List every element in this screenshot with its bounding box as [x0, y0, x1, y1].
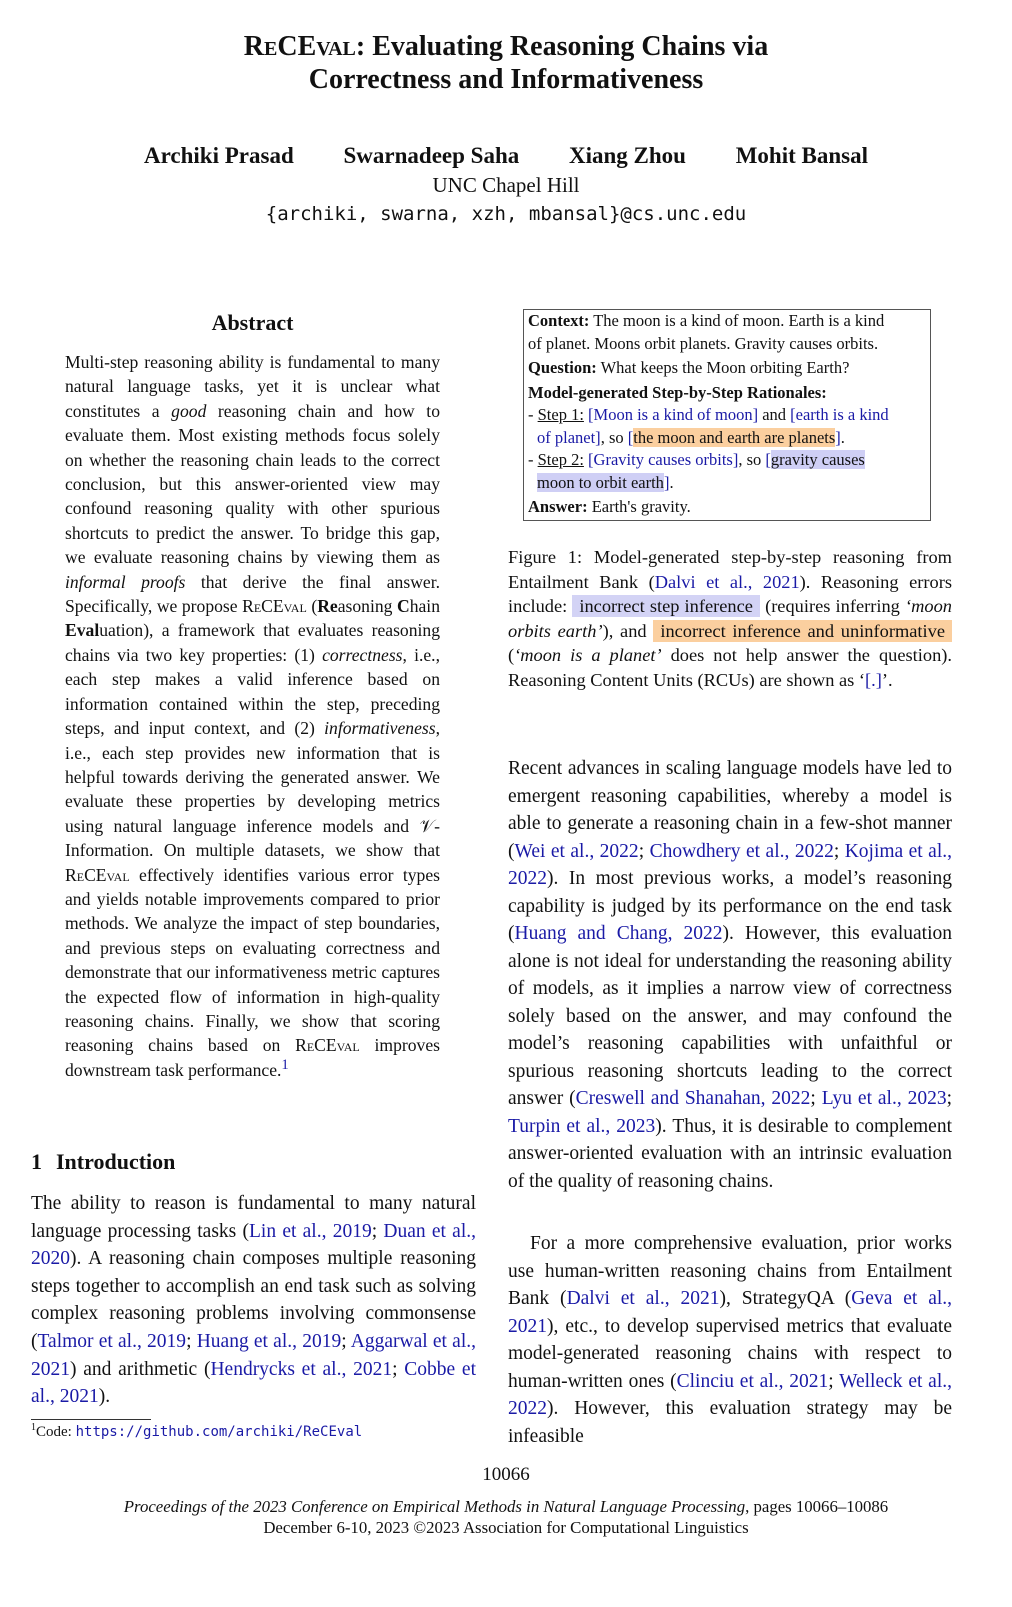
body-text: ). In most previous works, a model’s reasoning capability is judged by its performance on the end task ( — [508, 868, 952, 944]
author-name: Swarnadeep Saha — [343, 143, 520, 168]
intro-paragraph-left — [31, 1190, 476, 1411]
author-name: Archiki Prasad — [144, 143, 294, 168]
rcu-bracket: [ — [765, 450, 771, 469]
body-text: Recent advances in scaling language models have led to emergent reasoning capabilities, whereby a model is able to generate a reasoning chain in a few-shot manner ( — [508, 758, 952, 862]
acronym-letter: Re — [317, 596, 338, 617]
figure-1-box — [523, 309, 931, 521]
caption-quote: ‘moon is a planet’ — [514, 645, 662, 666]
step-1-cont — [528, 427, 926, 450]
step-2 — [528, 449, 926, 472]
error-tag-uninformative: incorrect inference and uninformative — [653, 620, 952, 642]
abstract-emph: informativeness — [324, 718, 436, 739]
citation-link[interactable]: Creswell and Shanahan, 2022 — [575, 1088, 811, 1109]
figure-1-caption — [508, 545, 952, 693]
author-list — [0, 143, 1012, 169]
rcu-symbol: [.] — [865, 669, 882, 690]
system-name: ReCEval — [295, 1035, 360, 1056]
body-text: ; — [810, 1088, 822, 1109]
citation-link[interactable]: Lin et al., 2019 — [249, 1220, 372, 1242]
abstract-body — [65, 350, 440, 1082]
figure-context-cont: of planet. Moons orbit planets. Gravity causes orbits. — [528, 333, 879, 353]
citation-link[interactable]: Duan et al., 2020 — [31, 1220, 476, 1270]
step-text: . — [840, 427, 845, 447]
body-text: ). — [98, 1386, 111, 1408]
citation-link[interactable]: Dalvi et al., 2021 — [654, 571, 800, 592]
body-text: ). A reasoning chain composes multiple reasoning steps together to accomplish an end task such as solving complex reasoning problems involving commonsense ( — [31, 1248, 476, 1352]
body-text: ; — [638, 840, 650, 862]
section-number: 1 — [31, 1149, 42, 1174]
step-1 — [528, 404, 926, 427]
figure-context — [528, 310, 926, 333]
abstract-heading: Abstract — [211, 310, 294, 335]
abstract-text: ( — [306, 596, 318, 617]
citation-link[interactable]: Clinciu et al., 2021 — [676, 1370, 829, 1392]
v-symbol: 𝒱 — [419, 815, 435, 836]
intro-paragraph-right-2 — [508, 1230, 952, 1450]
abstract-text: hain — [409, 596, 440, 617]
body-text: ; — [186, 1330, 197, 1352]
author-name: Mohit Bansal — [735, 143, 868, 168]
body-text: ) and arithmetic ( — [70, 1358, 211, 1380]
rcu: of planet] — [537, 427, 601, 447]
abstract-emph: informal proofs — [65, 571, 186, 592]
question-text: What keeps the Moon orbiting Earth? — [596, 358, 850, 377]
step-label: Step 2: — [537, 450, 584, 469]
body-text: ). However, this evaluation strategy may be infeasible — [508, 1398, 952, 1447]
body-text: ). Thus, it is desirable to complement answer-oriented evaluation with an intrinsic evaluation of the quality of reasoning chains. — [508, 1115, 952, 1192]
step-2-cont — [528, 472, 926, 495]
body-text: ; — [371, 1220, 384, 1242]
abstract-text: that derive the final answer. Specifically, we propose — [65, 571, 440, 617]
citation-link[interactable]: Lyu et al., 2023 — [821, 1088, 947, 1109]
caption-text: does not help answer the question). Reasoning Content Units (RCUs) are shown as ‘ — [508, 645, 952, 690]
section-heading — [31, 1149, 175, 1175]
citation-link[interactable]: Hendrycks et al., 2021 — [210, 1358, 393, 1380]
body-text: ). However, this evaluation alone is not ideal for understanding the reasoning ability of models, as it implies a narrow view of correctness solely based on the answer, and may confound the model’s reasoning capabilities with unfaithful or spurious reasoning shortcuts leading to the correct answer ( — [508, 923, 952, 1109]
figure-answer — [528, 496, 926, 519]
system-name: ReCEval — [242, 596, 307, 617]
rcu-bracket: [ — [627, 427, 634, 447]
citation-link[interactable]: Kojima et al., 2022 — [508, 840, 953, 889]
citation-link[interactable]: Talmor et al., 2019 — [37, 1330, 187, 1352]
system-name: ReCEval — [65, 864, 130, 885]
citation-link[interactable]: Aggarwal et al., 2021 — [31, 1330, 476, 1380]
body-text: ; — [833, 840, 845, 862]
step-text: and — [758, 405, 791, 424]
step-text: . — [669, 472, 674, 492]
citation-link[interactable]: Wei et al., 2022 — [514, 840, 639, 862]
body-text: ; — [341, 1330, 351, 1352]
title-line-1: : Evaluating Reasoning Chains via — [355, 31, 769, 62]
acronym-letter: Eval — [65, 620, 100, 641]
caption-text: (requires inferring — [759, 596, 905, 617]
caption-text: ’. — [881, 669, 893, 690]
citation-link[interactable]: Geva et al., 2021 — [508, 1288, 953, 1337]
caption-text: ). Reasoning errors include: — [508, 571, 952, 617]
footnote-mark[interactable]: 1 — [281, 1056, 289, 1073]
paper-title — [0, 30, 1012, 96]
body-text: The ability to reason is fundamental to many natural language processing tasks ( — [31, 1193, 476, 1242]
caption-text: Figure 1: Model-generated step-by-step reasoning from Entailment Bank ( — [508, 547, 952, 592]
affiliation: UNC Chapel Hill — [432, 173, 580, 197]
citation-link[interactable]: Turpin et al., 2023 — [508, 1115, 656, 1137]
abstract-text: effectively identifies various error types and yields notable improvements compared to prior methods. We analyze the impact of step boundaries, and previous steps on evaluating correctness and demonstrate that our informativeness metric captures the expected flow of information in high-quality reasoning chains. Finally, we show that scoring reasoning chains based on — [65, 864, 440, 1056]
rationale-heading — [528, 382, 926, 405]
bullet: - — [528, 405, 538, 424]
bullet: - — [528, 450, 538, 469]
step-text: , so — [738, 450, 766, 469]
rcu: [Moon is a kind of moon] — [588, 405, 759, 424]
body-text: ; — [946, 1088, 952, 1109]
intro-paragraph-right-1 — [508, 755, 952, 1195]
abstract-text: uation), a framework that evaluates reasoning chains via two key properties: (1) — [65, 620, 440, 665]
page-number: 10066 — [482, 1464, 530, 1485]
venue-footer — [0, 1496, 1012, 1538]
highlight-incorrect-step: moon to orbit earth — [537, 472, 664, 492]
citation-link[interactable]: Welleck et al., 2022 — [508, 1370, 952, 1419]
rcu-bracket: ] — [663, 472, 670, 492]
citation-link[interactable]: Chowdhery et al., 2022 — [649, 840, 834, 862]
abstract-text: , i.e., each step makes a valid inference based on information contained within the step, preceding steps, and input context, and (2) — [65, 644, 440, 739]
context-label: Context: — [528, 311, 590, 330]
answer-text: Earth's gravity. — [587, 497, 691, 516]
citation-link[interactable]: Dalvi et al., 2021 — [566, 1288, 720, 1309]
answer-label: Answer: — [528, 497, 588, 516]
citation-link[interactable]: Cobbe et al., 2021 — [31, 1358, 477, 1408]
abstract-emph: correctness — [322, 644, 403, 665]
figure-question — [528, 357, 926, 380]
highlight-incorrect-step: gravity causes — [770, 450, 865, 469]
rationale-label: Model-generated Step-by-Step Rationales: — [528, 382, 827, 402]
venue-date-copyright: December 6-10, 2023 ©2023 Association for Computational Linguistics — [263, 1518, 749, 1537]
citation-link[interactable]: Huang et al., 2019 — [196, 1330, 342, 1352]
step-label: Step 1: — [537, 405, 584, 424]
rcu: [earth is a kind — [790, 405, 889, 424]
code-url-link[interactable]: https://github.com/archiki/ReCEval — [75, 1424, 363, 1440]
abstract-text: asoning — [337, 596, 397, 617]
caption-quote: ‘moon orbits earth’ — [508, 596, 952, 641]
highlight-uninformative: the moon and earth are planets — [633, 427, 836, 447]
acronym-letter: C — [396, 596, 410, 617]
title-line-2: Correctness and Informativeness — [308, 64, 704, 95]
venue-name: Proceedings of the 2023 Conference on Empirical Methods in Natural Language Processing — [123, 1497, 746, 1516]
abstract-text: reasoning chain and how to evaluate them. Most existing methods focus solely on whether the reasoning chain leads to the correct conclusion, but this answer-oriented view may confound reasoning quality with other spurious shortcuts to predict the answer. To bridge this gap, we evaluate reasoning chains by viewing them as — [65, 400, 440, 568]
footnote-label: Code: — [36, 1424, 76, 1440]
body-text: ; — [392, 1358, 405, 1380]
author-emails: {archiki, swarna, xzh, mbansal}@cs.unc.edu — [265, 203, 747, 225]
venue-pages: , pages 10066–10086 — [745, 1497, 889, 1516]
footnote-rule — [31, 1419, 151, 1420]
abstract-text: , i.e., each step provides new information that is helpful towards deriving the generated answer. We evaluate these properties by developing metrics using natural language inference models and — [65, 718, 440, 836]
caption-text: ( — [508, 645, 515, 666]
footnote-number: 1 — [31, 1422, 36, 1433]
citation-link[interactable]: Huang and Chang, 2022 — [514, 923, 723, 944]
question-label: Question: — [528, 358, 597, 377]
body-text: For a more comprehensive evaluation, prior works use human-written reasoning chains from Entailment Bank ( — [508, 1233, 952, 1309]
caption-text: ), and — [602, 620, 654, 641]
rcu: [Gravity causes orbits] — [588, 450, 739, 469]
body-text: ), StrategyQA ( — [719, 1288, 852, 1309]
step-text: , so — [600, 427, 628, 447]
abstract-text: Multi-step reasoning ability is fundamental to many natural language tasks, yet it is unclear what constitutes a — [65, 352, 440, 421]
rcu-bracket: ] — [835, 427, 841, 447]
abstract-text: improves downstream task performance. — [65, 1035, 440, 1080]
footnote — [31, 1424, 362, 1441]
section-title: Introduction — [56, 1149, 176, 1174]
error-tag-incorrect-step: incorrect step inference — [572, 595, 760, 617]
title-system-name: ReCEval — [243, 31, 356, 62]
abstract-text: -Information. On multiple datasets, we show that — [65, 815, 440, 861]
body-text: ), etc., to develop supervised metrics that evaluate model-generated reasoning chains with respect to human-written ones ( — [508, 1315, 952, 1392]
body-text: ; — [828, 1370, 840, 1392]
context-text: The moon is a kind of moon. Earth is a kind — [589, 311, 885, 330]
abstract-emph: good — [171, 400, 207, 421]
author-name: Xiang Zhou — [568, 143, 686, 168]
